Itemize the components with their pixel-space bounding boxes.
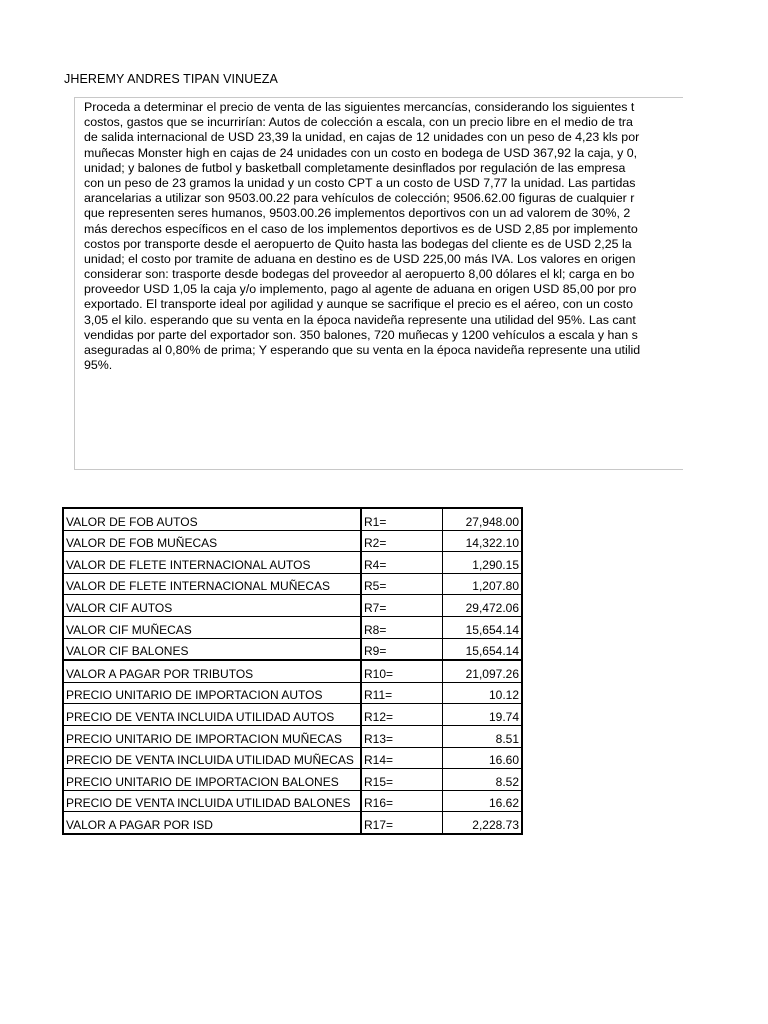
result-value: 8.52 xyxy=(443,769,523,791)
result-label: VALOR DE FLETE INTERNACIONAL AUTOS xyxy=(63,552,361,574)
results-table xyxy=(62,507,523,835)
table-row xyxy=(63,660,522,682)
result-label: PRECIO UNITARIO DE IMPORTACION AUTOS xyxy=(63,682,361,704)
result-value: 19.74 xyxy=(443,704,523,726)
result-label: VALOR DE FOB MUÑECAS xyxy=(63,530,361,552)
problem-statement-text xyxy=(84,100,640,373)
problem-line: 3,05 el kilo. esperando que su venta en la época navideña represente una utilidad del 95%. Las cant xyxy=(84,312,636,327)
result-code: R17= xyxy=(361,812,443,834)
table-row xyxy=(63,769,522,791)
author-name: JHEREMY ANDRES TIPAN VINUEZA xyxy=(64,72,278,86)
result-value: 10.12 xyxy=(443,682,523,704)
result-code: R13= xyxy=(361,725,443,747)
result-code: R1= xyxy=(361,508,443,530)
problem-line: muñecas Monster high en cajas de 24 unidades con un costo en bodega de USD 367,92 la caja, y 0, xyxy=(84,145,638,160)
table-row xyxy=(63,812,522,834)
table-row xyxy=(63,704,522,726)
result-code: R15= xyxy=(361,769,443,791)
table-row xyxy=(63,682,522,704)
result-label: VALOR DE FLETE INTERNACIONAL MUÑECAS xyxy=(63,573,361,595)
problem-line: vendidas por parte del exportador son. 350 balones, 720 muñecas y 1200 vehículos a escala y han s xyxy=(84,327,638,342)
result-value: 1,290.15 xyxy=(443,552,523,574)
result-code: R14= xyxy=(361,747,443,769)
problem-line: considerar son: trasporte desde bodegas del proveedor al aeropuerto 8,00 dólares el kl; carga en bo xyxy=(84,267,635,282)
result-label: PRECIO UNITARIO DE IMPORTACION BALONES xyxy=(63,769,361,791)
result-value: 1,207.80 xyxy=(443,573,523,595)
table-row xyxy=(63,530,522,552)
problem-line: con un peso de 23 gramos la unidad y un costo CPT a un costo de USD 7,77 la unidad. Las partidas xyxy=(84,175,636,190)
result-label: VALOR DE FOB AUTOS xyxy=(63,508,361,530)
result-value: 21,097.26 xyxy=(443,660,523,682)
result-code: R8= xyxy=(361,616,443,638)
problem-line: aseguradas al 0,80% de prima; Y esperando que su venta en la época navideña represente una utilid xyxy=(84,343,641,357)
result-code: R2= xyxy=(361,530,443,552)
result-value: 15,654.14 xyxy=(443,638,523,660)
table-row xyxy=(63,790,522,812)
table-row xyxy=(63,638,522,660)
table-row xyxy=(63,595,522,617)
result-label: PRECIO UNITARIO DE IMPORTACION MUÑECAS xyxy=(63,725,361,747)
problem-line: 95%. xyxy=(84,358,113,373)
problem-line: más derechos específicos en el caso de los implementos deportivos es de USD 2,85 por implemento xyxy=(84,221,638,236)
result-code: R4= xyxy=(361,552,443,574)
result-value: 16.60 xyxy=(443,747,523,769)
problem-line: unidad; el costo por tramite de aduana en destino es de USD 225,00 más IVA. Los valores en origen xyxy=(84,251,636,266)
problem-line: unidad; y balones de futbol y basketball completamente desinflados por regulación de las empresa xyxy=(84,160,626,175)
result-value: 15,654.14 xyxy=(443,616,523,638)
result-label: PRECIO DE VENTA INCLUIDA UTILIDAD AUTOS xyxy=(63,704,361,726)
result-value: 27,948.00 xyxy=(443,508,523,530)
problem-statement-box xyxy=(74,97,683,470)
table-row xyxy=(63,616,522,638)
result-label: PRECIO DE VENTA INCLUIDA UTILIDAD MUÑECAS xyxy=(63,747,361,769)
result-label: VALOR CIF MUÑECAS xyxy=(63,616,361,638)
result-code: R11= xyxy=(361,682,443,704)
problem-line: exportado. El transporte ideal por agilidad y aunque se sacrifique el precio es el aéreo, con un costo xyxy=(84,297,633,312)
result-label: VALOR CIF AUTOS xyxy=(63,595,361,617)
problem-line: Proceda a determinar el precio de venta de las siguientes mercancías, considerando los siguientes t xyxy=(84,100,635,114)
problem-line: proveedor USD 1,05 la caja y/o implemento, pago al agente de aduana en origen USD 85,00 por pro xyxy=(84,282,637,297)
result-label: PRECIO DE VENTA INCLUIDA UTILIDAD BALONES xyxy=(63,790,361,812)
table-row xyxy=(63,573,522,595)
result-label: VALOR A PAGAR POR ISD xyxy=(63,812,361,834)
result-code: R9= xyxy=(361,638,443,660)
result-code: R7= xyxy=(361,595,443,617)
result-code: R10= xyxy=(361,660,443,682)
table-row xyxy=(63,747,522,769)
problem-line: costos por transporte desde el aeropuerto de Quito hasta las bodegas del cliente es de USD 2,25 la xyxy=(84,236,632,251)
problem-line: que representen seres humanos, 9503.00.26 implementos deportivos con un ad valorem de 30%, 2 xyxy=(84,206,631,221)
table-row xyxy=(63,725,522,747)
result-code: R12= xyxy=(361,704,443,726)
problem-line: de salida internacional de USD 23,39 la unidad, en cajas de 12 unidades con un peso de 4,23 kls por xyxy=(84,130,640,145)
problem-line: costos, gastos que se incurrirían: Autos de colección a escala, con un precio libre en el medio de tra xyxy=(84,115,633,130)
result-label: VALOR CIF BALONES xyxy=(63,638,361,660)
result-code: R5= xyxy=(361,573,443,595)
result-value: 14,322.10 xyxy=(443,530,523,552)
table-row xyxy=(63,508,522,530)
result-value: 29,472.06 xyxy=(443,595,523,617)
result-code: R16= xyxy=(361,790,443,812)
table-row xyxy=(63,552,522,574)
result-value: 8.51 xyxy=(443,725,523,747)
result-value: 16.62 xyxy=(443,790,523,812)
result-label: VALOR A PAGAR POR TRIBUTOS xyxy=(63,660,361,682)
problem-line: arancelarias a utilizar son 9503.00.22 para vehículos de colección; 9506.62.00 figuras de cualquier r xyxy=(84,191,635,206)
result-value: 2,228.73 xyxy=(443,812,523,834)
